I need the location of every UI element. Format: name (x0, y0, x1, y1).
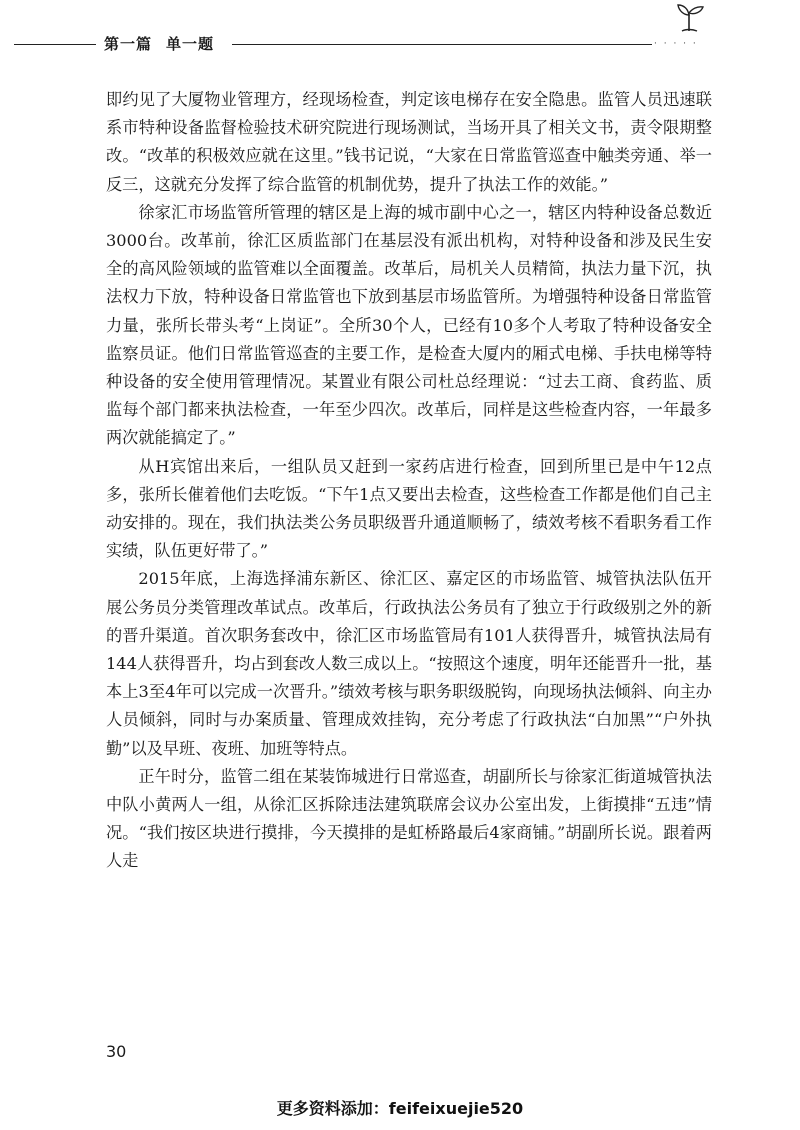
paragraph-2: 徐家汇市场监管所管理的辖区是上海的城市副中心之一，辖区内特种设备总数近3000台。改革前，徐汇区质监部门在基层没有派出机构，对特种设备和涉及民生安全的高风险领域的监管难以全面覆盖。改革后，局机关人员精简，执法力量下沉，执法权力下放，特种设备日常监管也下放到基层市场监管所。为增强特种设备日常监管力量，张所长带头考“上岗证”。全所30个人，已经有10多个人考取了特种设备安全监察员证。他们日常监管巡查的主要工作，是检查大厦内的厢式电梯、手扶电梯等特种设备的安全使用管理情况。某置业有限公司杜总经理说：“过去工商、食药监、质监每个部门都来执法检查，一年至少四次。改革后，同样是这些检查内容，一年最多两次就能搞定了。” (106, 202, 712, 448)
body-text (106, 86, 712, 876)
sprout-icon (672, 0, 706, 34)
paragraph-3: 从H宾馆出来后，一组队员又赶到一家药店进行检查，回到所里已是中午12点多，张所长催着他们去吃饭。“下午1点又要出去检查，这些检查工作都是他们自己主动安排的。现在，我们执法类公务员职级晋升通道顺畅了，绩效考核不看职务看工作实绩，队伍更好带了。” (106, 456, 712, 561)
header-dotted-rule: · · · · · (654, 39, 698, 49)
header-chapter-label: 单一题 (166, 35, 215, 53)
header-rule-right (232, 44, 652, 45)
page-number: 30 (106, 1042, 127, 1061)
paragraph-1: 即约见了大厦物业管理方，经现场检查，判定该电梯存在安全隐患。监管人员迅速联系市特种设备监督检验技术研究院进行现场测试，当场开具了相关文书，责令限期整改。“改革的积极效应就在这里。”钱书记说，“大家在日常监管巡查中触类旁通、举一反三，这就充分发挥了综合监管的机制优势，提升了执法工作的效能。” (106, 90, 712, 194)
footer-note: 更多资料添加：feifeixuejie520 (276, 1099, 524, 1118)
header-rule-left (14, 44, 96, 45)
header-part-label: 第一篇 (104, 35, 153, 53)
header-title (104, 33, 214, 54)
paragraph-5: 正午时分，监管二组在某装饰城进行日常巡查，胡副所长与徐家汇街道城管执法中队小黄两人一组，从徐汇区拆除违法建筑联席会议办公室出发，上街摸排“五违”情况。“我们按区块进行摸排，今天摸排的是虹桥路最后4家商铺。”胡副所长说。跟着两人走 (106, 766, 712, 871)
paragraph-4: 2015年底，上海选择浦东新区、徐汇区、嘉定区的市场监管、城管执法队伍开展公务员分类管理改革试点。改革后，行政执法公务员有了独立于行政级别之外的新的晋升渠道。首次职务套改中，徐汇区市场监管局有101人获得晋升，城管执法局有144人获得晋升，均占到套改人数三成以上。“按照这个速度，明年还能晋升一批，基本上3至4年可以完成一次晋升。”绩效考核与职务职级脱钩，向现场执法倾斜、向主办人员倾斜，同时与办案质量、管理成效挂钩，充分考虑了行政执法“白加黑”“户外执勤”以及早班、夜班、加班等特点。 (106, 569, 712, 758)
